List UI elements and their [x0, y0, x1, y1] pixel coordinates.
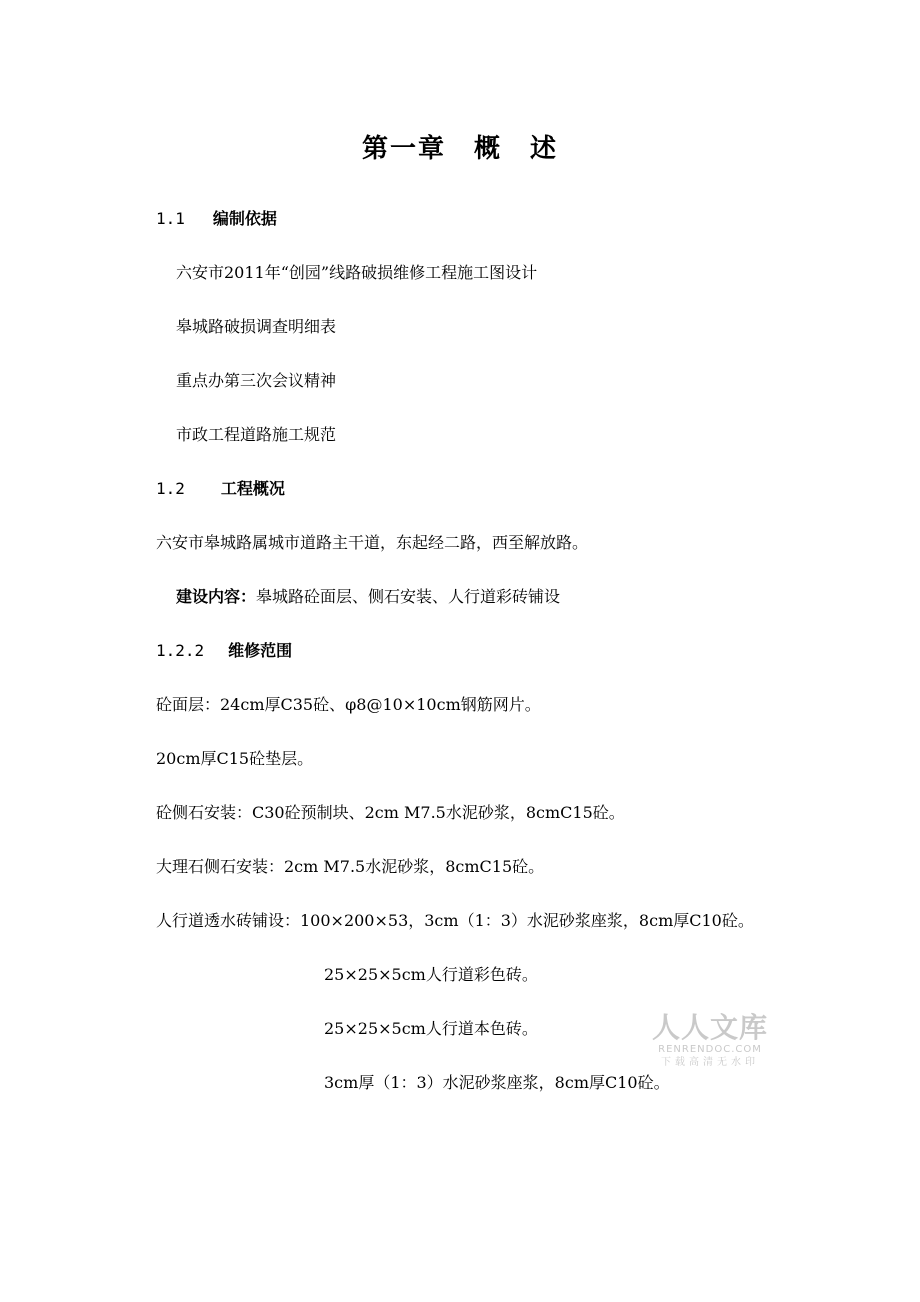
watermark-slogan: 下载高清无水印 [661, 1057, 759, 1068]
section-number: 1.2.2 [156, 641, 205, 660]
content-paragraph [176, 587, 560, 607]
scope-item: 砼面层：24cm厚C35砼、φ8@10×10cm钢筋网片。 [156, 695, 541, 714]
basis-item: 市政工程道路施工规范 [176, 425, 337, 444]
scope-item: 25×25×5cm人行道本色砖。 [324, 1019, 538, 1038]
section-heading-1-2-2 [156, 641, 292, 661]
scope-item: 大理石侧石安装：2cm M7.5水泥砂浆，8cmC15砼。 [156, 857, 545, 876]
content-label: 建设内容： [176, 587, 257, 606]
scope-item: 3cm厚（1：3）水泥砂浆座浆，8cm厚C10砼。 [324, 1073, 670, 1092]
scope-item: 25×25×5cm人行道彩色砖。 [324, 965, 538, 984]
basis-item: 重点办第三次会议精神 [176, 371, 337, 390]
scope-item: 20cm厚C15砼垫层。 [156, 749, 314, 768]
basis-item: 皋城路破损调查明细表 [176, 317, 337, 336]
section-heading-1-1 [156, 209, 277, 229]
section-title: 维修范围 [228, 641, 293, 660]
scope-item: 人行道透水砖铺设：100×200×53，3cm（1：3）水泥砂浆座浆，8cm厚C10砼。 [156, 911, 754, 930]
watermark-logo [640, 1012, 780, 1070]
section-title: 编制依据 [212, 209, 277, 228]
section-title: 工程概况 [220, 479, 285, 498]
watermark-brand: 人人文库 [651, 1011, 768, 1044]
section-number: 1.1 [156, 209, 185, 228]
overview-paragraph: 六安市皋城路属城市道路主干道，东起经二路，西至解放路。 [156, 533, 589, 552]
content-text: 皋城路砼面层、侧石安装、人行道彩砖铺设 [256, 587, 561, 606]
watermark-domain: RENRENDOC.COM [658, 1044, 762, 1055]
section-number: 1.2 [156, 479, 185, 498]
basis-item: 六安市2011年“创园”线路破损维修工程施工图设计 [176, 263, 538, 282]
chapter-title: 第一章 概 述 [361, 134, 558, 164]
section-heading-1-2 [156, 479, 285, 499]
scope-item: 砼侧石安装：C30砼预制块、2cm M7.5水泥砂浆，8cmC15砼。 [156, 803, 625, 822]
